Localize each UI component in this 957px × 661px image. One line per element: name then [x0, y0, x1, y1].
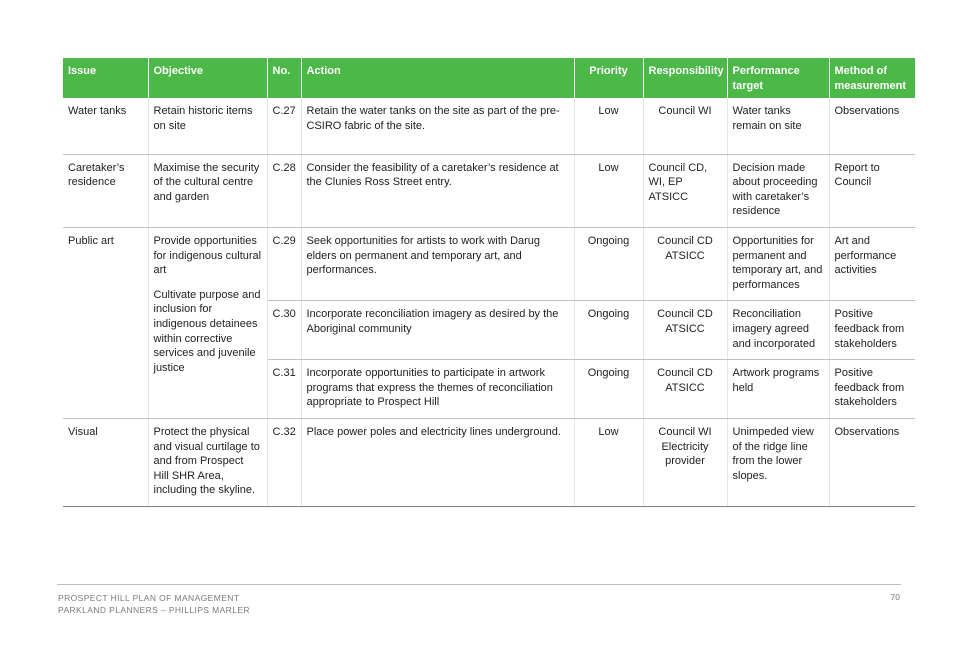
cell-priority: Low — [574, 154, 643, 227]
header-issue: Issue — [63, 58, 148, 98]
cell-action: Incorporate opportunities to participate in artwork programs that express the themes of reconciliation appropriate to Prospect Hill — [301, 360, 574, 419]
plan-of-management-table — [63, 58, 915, 507]
table-row — [63, 228, 915, 301]
cell-priority: Ongoing — [574, 301, 643, 360]
cell-performance-target: Opportunities for permanent and temporary art, and performances — [727, 228, 829, 301]
cell-action: Incorporate reconciliation imagery as desired by the Aboriginal community — [301, 301, 574, 360]
cell-method: Art and performance activities — [829, 228, 915, 301]
cell-action: Consider the feasibility of a caretaker’s residence at the Clunies Ross Street entry. — [301, 154, 574, 227]
table-row — [63, 154, 915, 227]
cell-objective: Maximise the security of the cultural centre and garden — [148, 154, 267, 227]
page-number: 70 — [890, 592, 900, 602]
header-method-of-measurement: Method of measurement — [829, 58, 915, 98]
cell-priority: Low — [574, 419, 643, 507]
responsibility-line: Electricity provider — [661, 440, 709, 468]
cell-responsibility — [643, 360, 727, 419]
responsibility-line: ATSICC — [665, 323, 705, 336]
cell-responsibility — [643, 419, 727, 507]
cell-performance-target: Artwork programs held — [727, 360, 829, 419]
objective-text: Provide opportunities for indigenous cultural art — [153, 235, 262, 277]
cell-no: C.29 — [267, 228, 301, 301]
cell-priority: Ongoing — [574, 360, 643, 419]
header-action: Action — [301, 58, 574, 98]
cell-performance-target: Water tanks remain on site — [727, 98, 829, 154]
cell-action: Seek opportunities for artists to work with Darug elders on permanent and temporary art, and performances. — [301, 228, 574, 301]
cell-performance-target: Unimpeded view of the ridge line from the lower slopes. — [727, 419, 829, 507]
cell-method: Observations — [829, 98, 915, 154]
header-performance-target: Performance target — [727, 58, 829, 98]
cell-no: C.31 — [267, 360, 301, 419]
cell-performance-target: Reconciliation imagery agreed and incorporated — [727, 301, 829, 360]
cell-objective: Protect the physical and visual curtilage to and from Prospect Hill SHR Area, including the skyline. — [148, 419, 267, 507]
cell-method: Observations — [829, 419, 915, 507]
responsibility-line: Council CD — [657, 308, 713, 321]
cell-no: C.32 — [267, 419, 301, 507]
responsibility-line: Council CD, WI, EP — [648, 161, 708, 189]
cell-issue: Public art — [63, 228, 148, 419]
footer-author-line: PARKLAND PLANNERS – PHILLIPS MARLER — [58, 605, 250, 615]
cell-method: Positive feedback from stakeholders — [829, 301, 915, 360]
cell-objective — [148, 228, 267, 419]
table-row — [63, 98, 915, 154]
cell-responsibility — [643, 228, 727, 301]
cell-priority: Low — [574, 98, 643, 154]
cell-no: C.27 — [267, 98, 301, 154]
cell-objective: Retain historic items on site — [148, 98, 267, 154]
header-no: No. — [267, 58, 301, 98]
responsibility-line: Council WI — [658, 426, 712, 438]
table-row — [63, 419, 915, 507]
cell-responsibility: Council WI — [643, 98, 727, 154]
header-responsibility: Responsibility — [643, 58, 727, 98]
responsibility-line: ATSICC — [665, 381, 705, 394]
cell-issue: Visual — [63, 419, 148, 507]
cell-method: Positive feedback from stakeholders — [829, 360, 915, 419]
cell-responsibility — [643, 301, 727, 360]
footer-title-line: PROSPECT HILL PLAN OF MANAGEMENT — [58, 593, 240, 603]
table-header-row — [63, 58, 915, 98]
header-priority: Priority — [574, 58, 643, 98]
cell-action: Retain the water tanks on the site as part of the pre-CSIRO fabric of the site. — [301, 98, 574, 154]
cell-action: Place power poles and electricity lines underground. — [301, 419, 574, 507]
cell-issue: Water tanks — [63, 98, 148, 154]
cell-priority: Ongoing — [574, 228, 643, 301]
footer-divider — [57, 584, 901, 585]
responsibility-line: Council CD — [657, 367, 713, 380]
responsibility-line: ATSICC — [665, 249, 705, 262]
objective-text: Cultivate purpose and inclusion for indigenous detainees within corrective services and juvenile justice — [153, 288, 261, 374]
cell-responsibility — [643, 154, 727, 227]
cell-issue: Caretaker’s residence — [63, 154, 148, 227]
cell-method: Report to Council — [829, 154, 915, 227]
cell-performance-target: Decision made about proceeding with caretaker’s residence — [727, 154, 829, 227]
responsibility-line: Council CD — [657, 235, 713, 248]
footer-document-title — [58, 592, 250, 616]
cell-no: C.30 — [267, 301, 301, 360]
cell-no: C.28 — [267, 154, 301, 227]
responsibility-line: ATSICC — [648, 190, 689, 203]
header-objective: Objective — [148, 58, 267, 98]
